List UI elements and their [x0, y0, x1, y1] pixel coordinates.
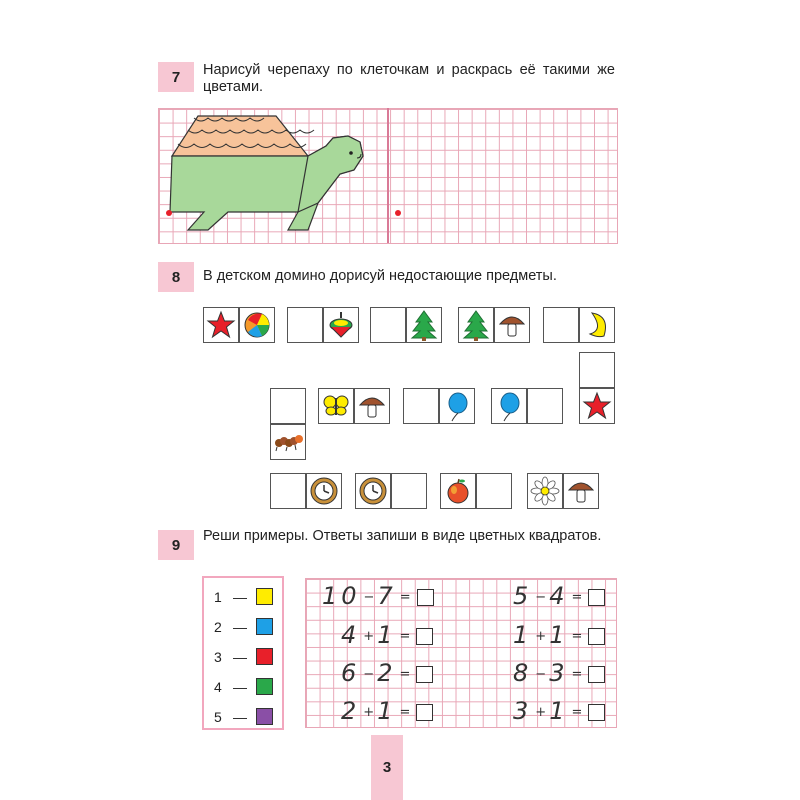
example-left-2	[341, 621, 433, 649]
domino-cell-butterfly	[318, 388, 354, 424]
domino-cell-daisy	[527, 473, 563, 509]
apple-icon	[441, 474, 475, 508]
fir-tree-icon	[407, 308, 441, 342]
balloon-icon	[492, 389, 526, 423]
domino-cell-star	[203, 307, 239, 343]
color-legend	[202, 576, 284, 730]
legend-swatch-blue	[256, 618, 273, 635]
domino-cell-empty[interactable]	[543, 307, 579, 343]
domino-cell-empty[interactable]	[391, 473, 427, 509]
operand: 8	[513, 659, 533, 687]
example-left-4	[341, 697, 433, 725]
domino-cell-ball	[239, 307, 275, 343]
example-left-3	[341, 659, 433, 687]
operand: 1	[377, 697, 397, 725]
daisy-icon	[528, 474, 562, 508]
equals-sign: =	[571, 666, 583, 682]
example-right-4	[513, 697, 605, 725]
operand: 1	[549, 697, 569, 725]
turtle-picture	[158, 108, 388, 243]
operator: +	[363, 628, 375, 644]
operand: 2	[377, 659, 397, 687]
task-9-instructions: Реши примеры. Ответы запиши в виде цветных квадратов.	[203, 528, 602, 544]
operand: 1	[513, 621, 533, 649]
legend-number: 3	[214, 648, 222, 665]
legend-row	[214, 678, 273, 695]
domino-cell-empty[interactable]	[270, 473, 306, 509]
domino-cell-empty[interactable]	[270, 388, 306, 424]
butterfly-icon	[319, 389, 353, 423]
equals-sign: =	[571, 704, 583, 720]
domino-cell-empty[interactable]	[403, 388, 439, 424]
example-right-3	[513, 659, 605, 687]
operator: +	[535, 628, 547, 644]
legend-number: 5	[214, 708, 222, 725]
task-7-instructions: Нарисуй черепаху по клеточкам и раскрась её такими же цветами.	[203, 62, 615, 95]
answer-box[interactable]	[588, 628, 605, 645]
operand: 1	[549, 621, 569, 649]
legend-swatch-green	[256, 678, 273, 695]
legend-row	[214, 588, 273, 605]
answer-box[interactable]	[588, 666, 605, 683]
domino-cell-mushroom	[563, 473, 599, 509]
legend-row	[214, 618, 273, 635]
domino-cell-clock	[306, 473, 342, 509]
answer-box[interactable]	[416, 704, 433, 721]
legend-dash: —	[233, 708, 247, 725]
operator: −	[363, 666, 375, 682]
task-number-8: 8	[158, 262, 194, 292]
operand: 4	[549, 582, 569, 610]
domino-cell-clock	[355, 473, 391, 509]
domino-cell-empty[interactable]	[579, 352, 615, 388]
legend-dash: —	[233, 648, 247, 665]
domino-cell-moon	[579, 307, 615, 343]
operator: −	[363, 589, 375, 605]
operator: −	[535, 589, 547, 605]
equals-sign: =	[571, 589, 583, 605]
crescent-moon-icon	[580, 308, 614, 342]
domino-cell-empty[interactable]	[476, 473, 512, 509]
domino-cell-tree	[406, 307, 442, 343]
operand: 6	[341, 659, 361, 687]
star-icon	[204, 308, 238, 342]
equals-sign: =	[399, 628, 411, 644]
task-number-9: 9	[158, 530, 194, 560]
domino-cell-balloon	[439, 388, 475, 424]
domino-cell-empty[interactable]	[370, 307, 406, 343]
domino-cell-tree	[458, 307, 494, 343]
legend-swatch-purple	[256, 708, 273, 725]
operand: 7	[377, 582, 397, 610]
legend-dash: —	[233, 588, 247, 605]
legend-dash: —	[233, 678, 247, 695]
task-8-instructions: В детском домино дорисуй недостающие предметы.	[203, 268, 557, 284]
star-icon	[580, 389, 614, 423]
legend-row	[214, 648, 273, 665]
legend-number: 2	[214, 618, 222, 635]
legend-row	[214, 708, 273, 725]
clock-icon	[356, 474, 390, 508]
legend-number: 1	[214, 588, 222, 605]
mushroom-icon	[564, 474, 598, 508]
answer-box[interactable]	[417, 589, 434, 606]
operator: −	[535, 666, 547, 682]
page-number: 3	[371, 735, 403, 800]
example-right-1	[513, 582, 605, 610]
fir-tree-icon	[459, 308, 493, 342]
domino-cell-mushroom	[494, 307, 530, 343]
mushroom-icon	[355, 389, 389, 423]
legend-dash: —	[233, 618, 247, 635]
domino-cell-spinning-top	[323, 307, 359, 343]
answer-box[interactable]	[416, 628, 433, 645]
legend-number: 4	[214, 678, 222, 695]
balloon-icon	[440, 389, 474, 423]
domino-cell-empty[interactable]	[287, 307, 323, 343]
operand: 3	[513, 697, 533, 725]
mushroom-icon	[495, 308, 529, 342]
operand: 1	[377, 621, 397, 649]
equals-sign: =	[571, 628, 583, 644]
domino-cell-empty[interactable]	[527, 388, 563, 424]
clock-icon	[307, 474, 341, 508]
operand: 3	[549, 659, 569, 687]
domino-cell-star	[579, 388, 615, 424]
task-number-7: 7	[158, 62, 194, 92]
answer-box[interactable]	[588, 589, 605, 606]
domino-cell-apple	[440, 473, 476, 509]
domino-cell-balloon	[491, 388, 527, 424]
legend-swatch-yellow	[256, 588, 273, 605]
operator: +	[535, 704, 547, 720]
domino-cell-caterpillar	[270, 424, 306, 460]
spinning-top-icon	[324, 308, 358, 342]
operand: 10	[322, 582, 361, 610]
caterpillar-icon	[271, 425, 305, 459]
domino-cell-mushroom	[354, 388, 390, 424]
equals-sign: =	[399, 666, 411, 682]
operand: 5	[513, 582, 533, 610]
start-dot	[395, 210, 401, 216]
answer-box[interactable]	[588, 704, 605, 721]
ball-icon	[240, 308, 274, 342]
equals-sign: =	[399, 589, 411, 605]
example-left-1	[322, 582, 434, 610]
operator: +	[363, 704, 375, 720]
legend-swatch-red	[256, 648, 273, 665]
operand: 4	[341, 621, 361, 649]
answer-box[interactable]	[416, 666, 433, 683]
example-right-2	[513, 621, 605, 649]
operand: 2	[341, 697, 361, 725]
equals-sign: =	[399, 704, 411, 720]
